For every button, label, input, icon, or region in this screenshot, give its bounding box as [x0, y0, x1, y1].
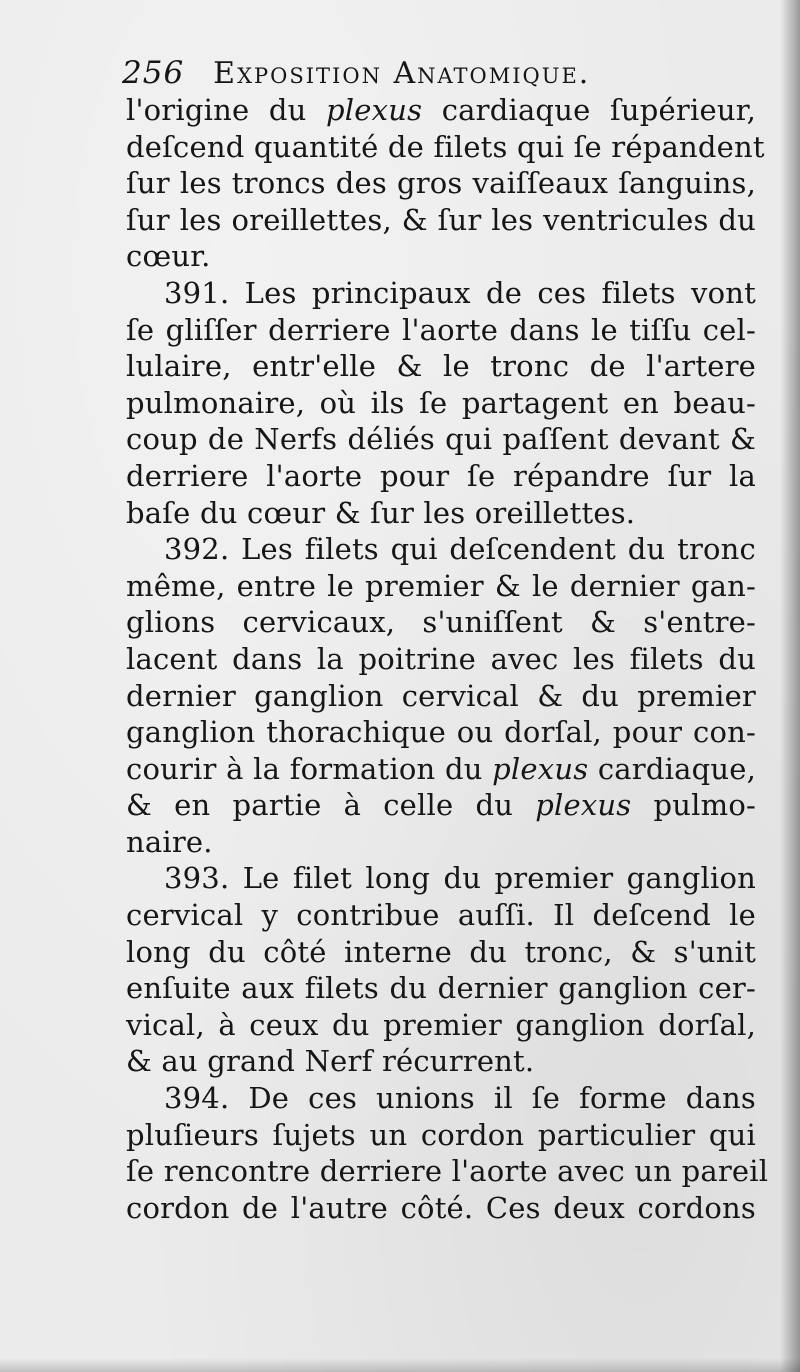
page-number: 256 — [122, 55, 185, 91]
text-segment: pulmo- — [631, 788, 756, 823]
text-line: naire. — [126, 824, 213, 859]
paragraph-start-line — [126, 275, 756, 312]
text-line: même, entre le premier & le dernier gan- — [126, 568, 756, 603]
text-line: & au grand Nerf récurrent. — [126, 1044, 535, 1079]
paragraph-number: 394. — [164, 1081, 230, 1116]
paragraph-text: Les filets qui deſcendent du tronc — [229, 532, 756, 567]
paragraph-start-line — [126, 860, 756, 897]
text-line: lulaire, entr'elle & le tronc de l'artere — [126, 349, 756, 384]
italic-term: plexus — [535, 788, 632, 823]
text-line: pluſieurs ſujets un cordon particulier qui — [126, 1117, 756, 1152]
text-segment: cardiaque, — [588, 751, 756, 786]
paragraph-number: 393. — [164, 861, 230, 896]
paragraph-text: Le filet long du premier ganglion — [229, 861, 756, 896]
text-line: baſe du cœur & ſur les oreillettes. — [126, 495, 636, 530]
text-line: pulmonaire, où ils ſe partagent en beau- — [126, 385, 756, 420]
running-head-title: Exposition Anatomique. — [213, 56, 591, 91]
text-line: lacent dans la poitrine avec les filets du — [126, 641, 756, 676]
text-line: ganglion thorachique ou dorſal, pour con- — [126, 715, 756, 750]
paragraph-start-line — [126, 531, 756, 568]
text-segment: & en partie à celle du — [126, 788, 536, 823]
text-line: ſur les oreillettes, & ſur les ventricules du — [126, 202, 756, 237]
running-head — [122, 52, 762, 92]
text-line: deſcend quantité de filets qui ſe répandent — [126, 129, 765, 164]
text-line: glions cervicaux, s'uniſſent & s'entre- — [126, 605, 756, 640]
text-segment: courir à la formation du — [126, 751, 493, 786]
text-line: long du côté interne du tronc, & s'unit — [126, 934, 756, 969]
text-line: vical, à ceux du premier ganglion dorſal, — [126, 1007, 756, 1042]
text-segment: l'origine du — [126, 93, 327, 127]
text-line: ſur les troncs des gros vaiſſeaux ſanguins, — [126, 166, 756, 201]
text-line: coup de Nerfs déliés qui paſſent devant & — [126, 422, 756, 457]
text-line: cordon de l'autre côté. Ces deux cordons — [126, 1190, 756, 1225]
text-line: cœur. — [126, 239, 211, 274]
text-line — [126, 751, 756, 788]
paragraph-start-line — [126, 1080, 756, 1117]
paragraph-text: De ces unions il ſe forme dans — [229, 1081, 756, 1116]
text-line: derriere l'aorte pour ſe répandre ſur la — [126, 458, 756, 493]
text-line: dernier ganglion cervical & du premier — [126, 678, 756, 713]
paragraph-number: 391. — [164, 275, 230, 310]
text-line — [126, 92, 756, 129]
paragraph-number: 392. — [164, 532, 230, 567]
italic-term: plexus — [492, 751, 589, 786]
page-bottom-shadow — [0, 1358, 800, 1372]
italic-term: plexus — [326, 93, 423, 127]
text-line — [126, 787, 756, 824]
page-edge-shadow — [780, 0, 800, 1372]
text-segment: cardiaque ſupérieur, — [422, 93, 756, 127]
body-text — [126, 92, 769, 1226]
text-line: cervical y contribue auſſi. Il deſcend le — [126, 898, 756, 933]
text-line: ſe gliſſer derriere l'aorte dans le tiſſu cel- — [126, 312, 756, 347]
text-line: enſuite aux filets du dernier ganglion cer- — [126, 971, 756, 1006]
paragraph-text: Les principaux de ces filets vont — [229, 275, 756, 310]
text-line: ſe rencontre derriere l'aorte avec un pareil — [126, 1154, 769, 1189]
